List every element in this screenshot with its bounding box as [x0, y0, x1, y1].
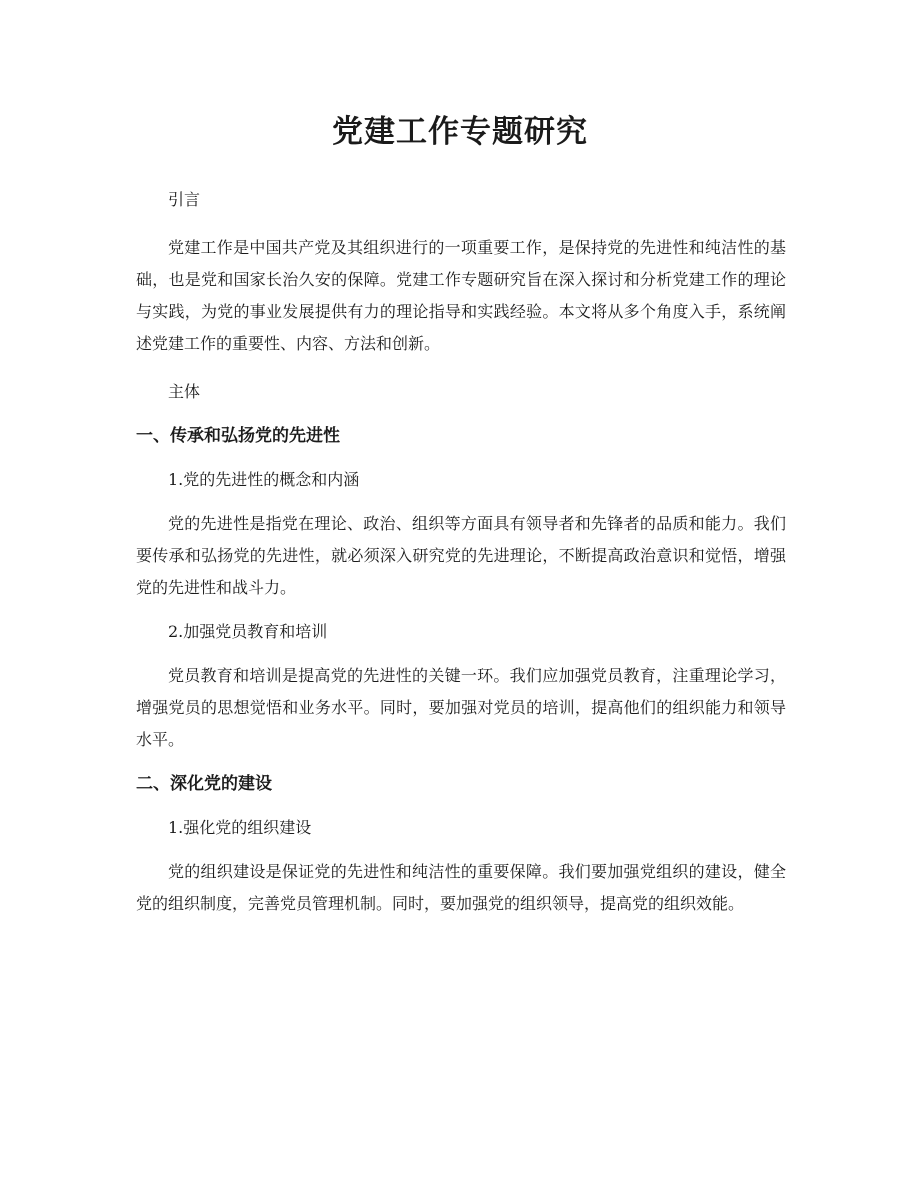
subsection-paragraph-1-1: 党的先进性是指党在理论、政治、组织等方面具有领导者和先锋者的品质和能力。我们要传承和弘扬党的先进性，就必须深入研究党的先进理论，不断提高政治意识和觉悟，增强党的先进性和战斗力。: [136, 514, 786, 597]
document-body: [136, 184, 786, 920]
subsection-title-1-1: 1.党的先进性的概念和内涵: [168, 470, 360, 489]
subsection-paragraph-2-1: 党的组织建设是保证党的先进性和纯洁性的重要保障。我们要加强党组织的建设，健全党的组织制度，完善党员管理机制。同时，要加强党的组织领导，提高党的组织效能。: [136, 862, 786, 913]
subsection-title-1-2: 2.加强党员教育和培训: [168, 622, 328, 641]
subsection-paragraph-1-2: 党员教育和培训是提高党的先进性的关键一环。我们应加强党员教育，注重理论学习，增强党员的思想觉悟和业务水平。同时，要加强对党员的培训，提高他们的组织能力和领导水平。: [136, 666, 786, 749]
intro-label: 引言: [168, 190, 201, 209]
body-label: 主体: [168, 382, 201, 401]
subsection-title-2-1: 1.强化党的组织建设: [168, 818, 312, 837]
document-title: 党建工作专题研究: [332, 114, 588, 150]
section-heading-2: 二、深化党的建设: [136, 774, 272, 794]
intro-paragraph: 党建工作是中国共产党及其组织进行的一项重要工作，是保持党的先进性和纯洁性的基础，也是党和国家长治久安的保障。党建工作专题研究旨在深入探讨和分析党建工作的理论与实践，为党的事业发展提供有力的理论指导和实践经验。本文将从多个角度入手，系统阐述党建工作的重要性、内容、方法和创新。: [136, 238, 786, 353]
section-heading-1: 一、传承和弘扬党的先进性: [136, 426, 340, 446]
